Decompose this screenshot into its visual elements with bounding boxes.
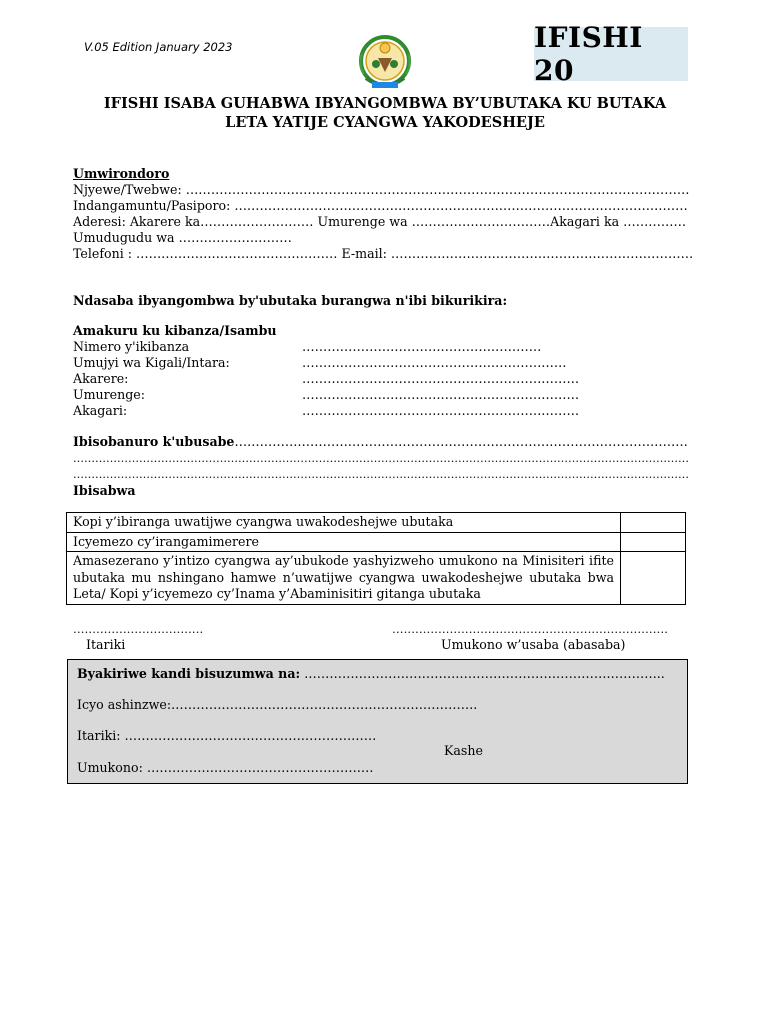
official-date-field[interactable]: Itariki: …………………………………………………… [77,728,377,743]
explanation-dots-2[interactable]: …………………………………………………………………………………………………………………………………………………… [73,452,689,465]
edition-label: V.05 Edition January 2023 [84,40,233,54]
attachment-checkbox[interactable] [621,552,686,605]
received-by-dots[interactable]: ………………………………………………………………………….. [304,666,665,681]
document-title [60,94,710,132]
table-row [67,552,686,605]
plot-number-field[interactable]: ………………………………………………… [302,339,542,354]
attachment-item: Kopi y’ibiranga uwatijwe cyangwa uwakodeshejwe ubutaka [67,513,621,533]
received-by-label: Byakiriwe kandi bisuzumwa na: [77,666,301,681]
city-province-label: Umujyi wa Kigali/Intara: [73,355,230,370]
attachments-table [66,512,686,605]
title-line-1: IFISHI ISABA GUHABWA IBYANGOMBWA BY’UBUTAKA KU BUTAKA [103,95,667,112]
attachment-item: Icyemezo cy’irangamimerere [67,532,621,552]
address-field[interactable] [73,214,686,230]
applicant-signature-field[interactable]: ……………………………………………………………… [392,622,668,636]
plot-heading: Amakuru ku kibanza/Isambu [73,323,277,338]
date-field[interactable]: ……………………………. [73,622,204,636]
attachment-checkbox[interactable] [621,513,686,533]
cell-field[interactable]: ………………………………………………………… [302,403,580,418]
responsibility-field[interactable]: Icyo ashinzwe:………………………………………………………………. [77,697,478,712]
stamp-label: Kashe [444,743,483,758]
applicant-signature-label: Umukono w’usaba (abasaba) [441,637,626,652]
explanation-dots-1[interactable]: ……………………………………………………………………………………………… [234,434,688,449]
sector-label: Umurenge: [73,387,146,402]
address-district-field[interactable]: Aderesi: Akarere ka……………………… [73,214,314,229]
name-field[interactable]: Njyewe/Twebwe: ………………………………………………………………………………………………………… [73,182,690,197]
title-line-2: LETA YATIJE CYANGWA YAKODESHEJE [225,114,545,131]
address-sector-field[interactable]: Umurenge wa ……………………………Akagari ka …………… [317,214,687,229]
form-number-badge: IFISHI 20 [534,27,688,81]
official-signature-field[interactable]: Umukono: ……………………………………………… [77,760,374,775]
table-row [67,513,686,533]
explanation-dots-3[interactable]: …………………………………………………………………………………………………………………………………………………… [73,468,689,481]
sector-field[interactable]: ………………………………………………………… [302,387,580,402]
phone-email-field[interactable]: Telefoni : ………………………………………… E-mail: ……………………………………………………………… [73,246,694,261]
attachment-checkbox[interactable] [621,532,686,552]
village-field[interactable]: Umudugudu wa ……………………… [73,230,292,245]
explanation-field[interactable] [73,434,688,450]
date-label: Itariki [86,637,126,652]
district-field[interactable]: ………………………………………………………… [302,371,580,386]
cell-label: Akagari: [73,403,128,418]
plot-number-label: Nimero y'ikibanza [73,339,190,354]
district-label: Akarere: [73,371,129,386]
attachments-heading: Ibisabwa [73,483,136,498]
table-row [67,532,686,552]
identity-heading: Umwirondoro [73,166,170,181]
explanation-label: Ibisobanuro k'ubusabe [73,434,235,449]
official-use-box [67,659,688,784]
request-intro: Ndasaba ibyangombwa by'ubutaka burangwa n'ibi bikurikira: [73,293,508,308]
received-by-field[interactable] [77,666,665,681]
attachment-item: Amasezerano y’intizo cyangwa ay’ubukode yashyizweho umukono na Minisiteri ifite ubutaka mu nshingano hamwe n’uwatijwe cyangwa uwakodeshejwe ubutaka bwa Leta/ Kopi y’icyemezo cy’Inama y’Abaminisitiri gitanga ubutaka [67,552,621,605]
rwanda-emblem-icon [352,34,418,94]
id-passport-field[interactable]: Indangamuntu/Pasiporo: ……………………………………………………………………………………………… [73,198,688,213]
city-province-field[interactable]: ……………………………………………………… [302,355,567,370]
